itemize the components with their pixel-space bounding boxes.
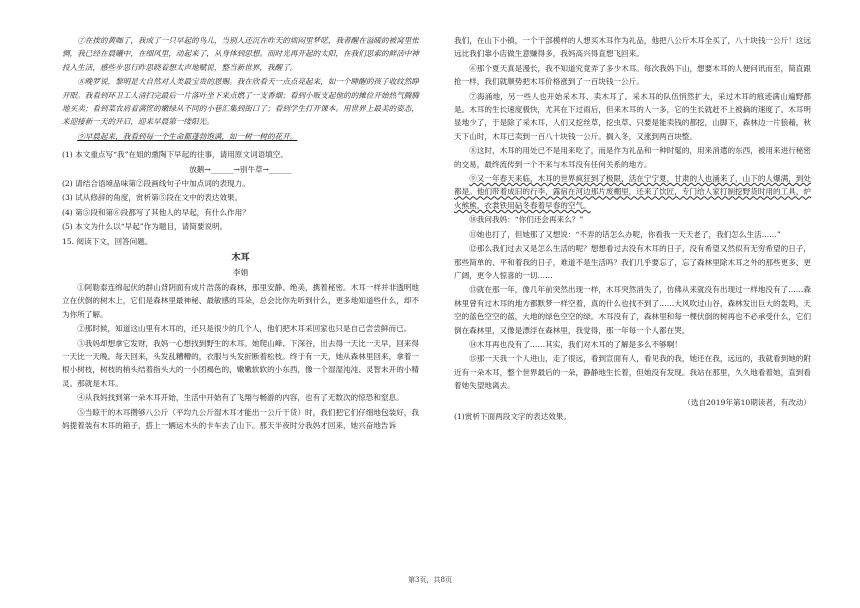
article-paragraph-10: ⑩我问我妈：“你们还会再来么？”	[469, 215, 584, 225]
paragraph-7: ⑦在挨的黄咖了，我成了一只早起的鸟儿，当别人还沉在昨天的烦闷里梦呓，我者醒在溢暖的被窝里怅惆，我已经在晨曦中，在细风里，动起来了，从身体到思想。而时光再开起的太阳，在我们思索的鲜活中神投入生活，感些步思行昨思晓着想太声地赋说，整当新世界，我醒了。	[62, 36, 419, 72]
article-paragraph-5: ⑤当晾干的木耳攒够八公斤（平均九公斤湿木耳才能出一公斤干货）时，我们把它们仔细地包装好，我妈提着装有木耳的箱子，搭上一辆运木头的卡车去了山下。那天半夜时分我妈才回来，她兴奋地告诉	[62, 407, 419, 430]
question-2: (2) 请结合语境品味第②段画线句子中加点词的表现力。	[62, 179, 250, 189]
article-paragraph-7: ⑦海涌地，另一些人也开始采木耳、卖木耳了。采木耳的队伍悄然扩大，采过木耳的痕迹满山遍野都是。木耳的生长速度极快，尤其在下过雨后，但来木耳的人一多，它的生长就赶不上被摘的速度了。木耳明显地少了，于是除了采木耳，人们又挖丝草，挖虫草、只要是能卖钱的都挖，山脚下，森林边一片狼藉，秋天下山时，木耳已卖到一百八十块钱一公斤。搁入冬，又涨到两百块整。	[454, 91, 811, 141]
article-paragraph-5-cont: 我们，在山下小镇，一个干部模样的人想买木耳作为礼品，他把八公斤木耳全买了，八十块钱一公斤！这远远比我们靠小店做生意赚得多，我妈高兴得直想飞回来。	[454, 36, 811, 59]
article-paragraph-11: ⑪她也打了，但她那了又想说：“不弄的话怎么办呢，你看我一天天老了，我们怎么生活……”	[469, 229, 781, 239]
question-4: (4) 第⑤段和第⑥段都写了其他人的早起，有什么作用？	[62, 207, 250, 217]
article-paragraph-12: ⑫那么我们过去又是怎么生活的呢？想想看过去没有木耳的日子，没有希望又然似有无穷希望的日子，那些简单的、平和着我的日子，难道不是生活吗？我们几乎要忘了，忘了森林里除木耳之外的那些更多、更广阔，更令人惊喜的一切……	[454, 244, 811, 280]
article-title: 木耳	[231, 253, 250, 264]
article-paragraph-2: ②那时候，知道这山里有木耳的，还只是很少的几个人，他们把木耳采回家也只是自己尝尝鲜而已。	[77, 324, 412, 334]
article-paragraph-1: ①阿勒泰连绵起伏的群山背阴面有成片浩荡的森林，那里安静、绝美，携着秘密。木耳一样并非透明地立在伏倒的树木上，它们是森林里最神秘、最敏感的耳朵，总会比你先听到什么，更多地知道些什么，却不为你所了解。	[62, 282, 419, 319]
article-paragraph-14: ⑭木耳再也没有了……其实，我们对木耳的了解是多么不够啊！	[469, 339, 682, 349]
section-label: 15. 阅读下文，回答问题。	[62, 236, 153, 246]
article-paragraph-4: ④从我妈找到第一朵木耳开始，生活中开始有了飞翔与畅游的内容，也有了无数次的惊恐和窒息。	[77, 393, 404, 403]
source-note: （选自2019年第10期读者，有改动）	[683, 397, 811, 407]
question-1: (1) 本文重点写“我”在姐的熏陶下早起的往事，请用原文词语填空。	[62, 150, 288, 160]
question-3: (3) 试从修辞的角度，赏析第⑤段在文中的表达效果。	[62, 193, 243, 203]
fill-blank-line: 放鹅→______→别牛草→______	[189, 164, 292, 174]
article-paragraph-15: ⑮那一天我一个人进山，走了很远，看到宣面有人，看见我的我，她还在我，远远的，我就看到她的附近有一朵木耳，整个世界最后的一朵，静静地生长着，但她没有发现。我站在那里，久久地看着她，直到看着她失望地离去。	[454, 354, 811, 391]
article-author: 李娟	[232, 267, 249, 277]
article-paragraph-8: ⑧这时，木耳的用处已不是用来吃了，而是作为礼品和一种时髦的，用来消遣的东西，被用来进行秘密的交易，最终流传到一个不来与木耳没有任何关系的地方。	[454, 146, 811, 169]
question-5: (5) 本文为什么以“早起”作为题目，请简要说明。	[62, 222, 228, 232]
left-column	[62, 34, 419, 433]
paragraph-8: ⑧晚罗说，黎明是大自然对人类最宝贵的恩赐。我在欣看天一点点亮起来，如一个睡醒的孩子收纹然睁开眼。我看到环卫工人清扫完最后一片落叶坐下来点燃了一支香烟；看到小贩支起他的的摊位开始热气腾腾地买卖；看到菜农肩着满筐的嫩绿从不同的小巷汇集到街口了；看到学生打开课本。用世界上最美的姿态，来迎接新一天的开启，迎来早晨第一缕阳光。	[62, 77, 419, 127]
article-paragraph-13: ⑬就在那一年，像几年前突然出现一样，木耳突然消失了，仿佛从来就没有出现过一样地没有了……森林里曾有过木耳的地方都默梦一样空着，真的什么也找不到了……大风吹过山谷，森林发出巨大的轰鸣，天空的蓝色空空的蓝，大地的绿色空空的绿。木耳没有了，森林里和每一棵伏倒的树再也不必承受什么，它们倒在森林里，又像是漂浮在森林里，我觉得，那一年每一个人都在哭。	[454, 285, 811, 335]
paragraph-9	[62, 130, 419, 143]
underlined-sentence: ⑨早晨起来，我看到每一个生命都蓬勃饱满，如一树一树的花开。	[77, 131, 298, 141]
article-paragraph-3: ③我妈却想拿它发财，我妈一心想找到野生的木耳。她爬山峰、下深谷，出去得一天比一天早，回来得一天比一天晚。每天回来，头发乱糟糟的，衣服与头发折断着松枝。终于有一天，她从森林里回来，拿着一根小树枝，树枝的梢头结着指头大的一小团褐色的，嫩嫩软软的小东西，像一个湿湿沌沌、灵智未开的小精灵。那就是木耳。	[62, 338, 419, 388]
right-column	[454, 34, 811, 424]
page-footer: 第3页，共8页	[408, 576, 452, 584]
article-paragraph-6: ⑥那个夏天真是漫长，我不知道究竟弄了多少木耳。每次我妈下山，想要木耳的人便问讯而至，简直跟抢一样，我们就顺势把木耳价格涨到了一百块钱一公斤。	[454, 63, 811, 87]
article-paragraph-9: ⑨又一年春天来临，木耳的世界疯狂到了极限，活在宁宁夏，甘肃的人也涌来了，山下的人爆满，到处都是。他们带着成旧的行李，露宿在河边那片废棚里，还来了饮匠，专门给人家打制挖野货时用的工具，炉火熊熊，衣裳铁用砧冬春着早春的空气。	[454, 174, 811, 210]
article-question-1: (1)赏析下面两段文字的表达效果。	[454, 411, 572, 421]
